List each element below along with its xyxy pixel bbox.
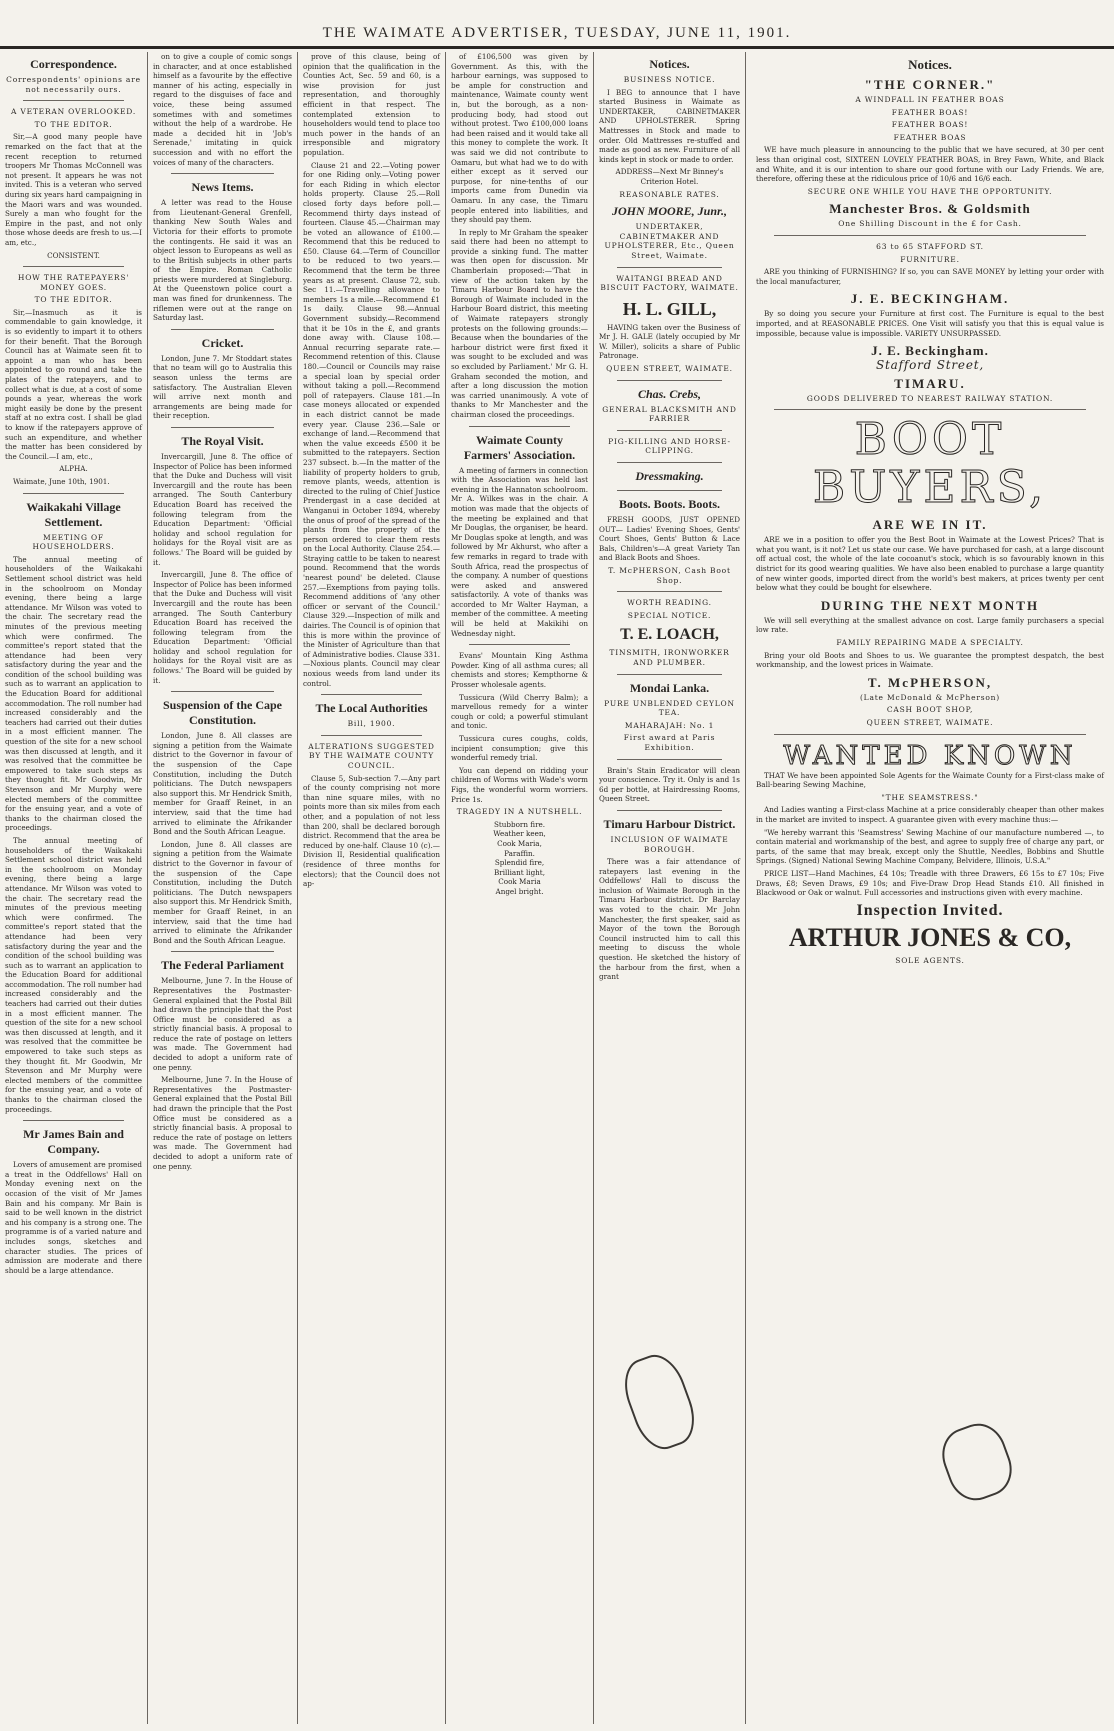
moore-name: JOHN MOORE, Junr.,	[611, 204, 728, 219]
boas-body: WE have much pleasure in announcing to the public that we have secured, at 30 per cent less than original cost, SIXTEEN LOVELY FEATHER BOAS, in Brey Fawn, White, and Black and White, and it is our intention to share our good fortune with our Lady Friends. We are, therefore, offering these at the ridiculous price of 10/6 and 16/6 each.	[756, 145, 1104, 184]
letter1-to: TO THE EDITOR.	[34, 119, 113, 129]
divider	[617, 591, 722, 592]
arthur-jones: ARTHUR JONES & CO,	[788, 922, 1072, 952]
divider	[774, 409, 1086, 410]
masthead-title: THE WAIMATE ADVERTISER, TUESDAY, JUNE 11, 1901.	[322, 25, 792, 41]
feather-boas-3: FEATHER BOAS	[893, 132, 967, 142]
column-3	[298, 52, 446, 1724]
letter2-to: TO THE EDITOR.	[34, 295, 113, 305]
divider	[171, 427, 274, 428]
brain-ad: Brain's Stain Eradicator will clean your conscience. Try it. Only is and 1s 6d per bottle, at Hairdressing Rooms, Queen Street.	[599, 765, 740, 804]
special-notice-heading: SPECIAL NOTICE.	[627, 610, 712, 620]
divider	[617, 810, 722, 811]
boots-body: FRESH GOODS, JUST OPENED OUT— Ladies' Evening Shoes, Gents' Court Shoes, Gents' Button & Lace Bals, Children's—A great Variety Tan and Black Boots and Shoes.	[599, 515, 740, 563]
correspondence-heading: Correspondence.	[30, 57, 117, 71]
paris-award: First award at Paris Exhibition.	[623, 733, 716, 752]
divider	[617, 490, 722, 491]
timaru-label: TIMARU.	[894, 375, 966, 391]
business-sub: BUSINESS NOTICE.	[623, 75, 716, 84]
are-we-in-it: ARE WE IN IT.	[872, 517, 988, 533]
cricket-heading: Cricket.	[201, 335, 244, 350]
ad-tussicura-2: Tussicura cures coughs, colds, incipient consumption; give this wonderful remedy trial.	[451, 734, 588, 763]
feather-boas-1: FEATHER BOAS!	[891, 107, 969, 117]
inspection-invited: Inspection Invited.	[856, 901, 1004, 919]
bain-heading: Mr James Bain and Company.	[23, 1127, 124, 1157]
loach-name: T. E. LOACH,	[620, 626, 719, 644]
village-body-cont: The annual meeting of householders of the Waikakahi Settlement school district was held in the schoolroom on Monday evening, there being a large attendance. Mr Wilson was voted to the chair. The secretary read the minutes of the previous meeting which were confirmed. The committee's report stated that the attendance had been very satisfactory during the year and the condition of the school building was such as to warrant an application to the Education Board for additional accommodation. The roll number had increased considerably and the teachers had carried out their duties in a most efficient manner. The question of the site for a new school was then discussed at length, and it was resolved that the committee be empowered to take such steps as they thought fit. Mr Goodwin, Mr Stevenson and Mr Murphy were elected members of the committee for the ensuing year, and a vote of thanks to the chairman closed the proceedings.	[5, 835, 142, 1114]
poem-line: Cook Maria	[498, 877, 541, 887]
mcpherson-sub2: CASH BOOT SHOP,	[886, 705, 974, 715]
village-body: The annual meeting of householders of the Waikakahi Settlement school district was held in the schoolroom on Monday evening, there being a large attendance. Mr Wilson was voted to the chair. The secretary read the minutes of the previous meeting which were confirmed. The committee's report stated that the attendance had been very satisfactory during the year and the condition of the school building was such as to warrant an application to the Education Board for additional accommodation. The roll number had increased considerably and the teachers had carried out their duties in a most efficient manner. The question of the site for a new school was then discussed at length, and it was resolved that the committee be empowered to take such steps as they thought fit. Mr Goodwin, Mr Stevenson and Mr Murphy were elected members of the committee for the ensuing year, and a vote of thanks to the chairman closed the proceedings.	[5, 554, 142, 833]
letter1-sign: CONSISTENT.	[47, 250, 100, 260]
divider	[321, 694, 422, 695]
divider	[23, 266, 124, 267]
col4-body1: of £106,500 was given by Government. As this, with the harbour earnings, was supposed to be ample for construction and maintenance, Waimate county went in, but the borough, as a non-producing body, had stood out without protest. Two £100,000 loans had been raised and it would take all this money to complete the work. It was said we did not contribute to Oamaru, but what had we to do with either except as it served our purpose, for nine-tenths of our imports came from Dunedin via Oamaru. In any case, the Timaru people entered into liabilities, and they should pay them.	[451, 52, 588, 225]
crebs-sub: GENERAL BLACKSMITH AND FARRIER	[602, 404, 737, 424]
notices-heading: Notices.	[649, 57, 690, 71]
reasonable-rates: REASONABLE RATES.	[619, 189, 720, 199]
poem-line: Weather keen,	[493, 829, 546, 839]
col2-intro: on to give a couple of comic songs in character, and at once established himself as a favourite by the effective manner of his acting, especially in regard to the disguises of face and voice, these being assumed sometimes with and sometimes without the help of a wardrobe. He made a decided hit in 'Job's Serenade,' imitating in quick succession and with no effort the voices of many of the characters.	[153, 52, 292, 167]
seamstress-quote: "We hereby warrant this 'Seamstress' Sewing Machine of our manufacture numbered —, to contain material and workmanship of the best, and agree to supply free of charge any part, or parts, of the same that may break, except only the Shuttle, Needles, Bobbins and Shuttle Springs. (Signed) National Sewing Machine Company, Belvidere, Illinois, U.S.A."	[756, 827, 1104, 866]
divider	[171, 951, 274, 952]
divider	[617, 759, 722, 760]
seamstress-label: "THE SEAMSTRESS."	[881, 792, 979, 802]
cricket-body: London, June 7. Mr Stoddart states that no team will go to Australia this season unless the terms are satisfactory. The Australian Eleven will arrive next month and arrangements are being made for their reception.	[153, 353, 292, 421]
bread-heading: WAITANGI BREAD AND BISCUIT FACTORY, WAIMATE.	[600, 273, 739, 293]
gill-name: H. L. GILL,	[622, 298, 717, 319]
gill-body: HAVING taken over the Business of Mr J. H. GALE (lately occupied by Mr W. Miller), solicits a share of Public Patronage.	[599, 322, 740, 361]
divider	[23, 1120, 124, 1121]
village-heading: Waikakahi Village Settlement.	[26, 499, 121, 529]
column-6	[746, 52, 1114, 1724]
mcpherson-small: T. McPHERSON, Cash Boot Shop.	[608, 566, 731, 585]
cape-body: London, June 8. All classes are signing a petition from the Waimate district to the Governor in favour of the suspension of the Cape Constitution, including the Dutch politicians. The Dutch newspapers also support this. Mr Hendrick Smith, member for Graaff Reinet, in an interview, said that the time had arrived to eliminate the Afrikander Bond and the South African League.	[153, 731, 292, 837]
poem-line: Paraffin.	[504, 848, 535, 858]
windfall-sub: A WINDFALL IN FEATHER BOAS	[855, 95, 1005, 104]
stafford-st: 63 to 65 STAFFORD ST.	[876, 241, 984, 251]
mcpherson-sub1: (Late McDonald & McPherson)	[859, 692, 1001, 702]
price-list: PRICE LIST—Hand Machines, £4 10s; Treadle with three Drawers, £6 15s to £7 10s; Five Draws, £8; Seven Draws, £9 10s; and Five-Draw Drop Head Stands £10. All finished in Blackwood or Oak or walnut. Full accessories and instructions given with every machine.	[756, 868, 1104, 898]
masthead	[0, 0, 1114, 49]
ad-tussicura: Tussicura (Wild Cherry Balm); a marvellous remedy for a winter cough or cold; a powerful stimulant and tonic.	[451, 692, 588, 731]
dressmaking-heading: Dressmaking.	[635, 469, 704, 484]
alterations-heading: ALTERATIONS SUGGESTED BY THE WAIMATE COUNTY COUNCIL.	[308, 741, 435, 770]
royal-body: Invercargill, June 8. The office of Inspector of Police has been informed that the Duke and Duchess will visit Invercargill and the route has been arranged. The South Canterbury Education Board has received the following telegram from the Education Department: 'Official holiday and school regulation for holidays for the Royal visit are as follows.' The Board will be guided by it.	[153, 452, 292, 567]
notices-heading-right: Notices.	[908, 57, 952, 72]
mcpherson-name: T. McPHERSON,	[867, 674, 993, 690]
beckingham-script: J. E. Beckingham.	[871, 343, 989, 359]
worth-reading-heading: WORTH READING.	[627, 598, 712, 608]
news-body: A letter was read to the House from Lieutenant-General Grenfell, thanking New South Wales and Victoria for their efforts to promote the contingents. He said it was an object lesson to Europeans as well as to the British subjects in other parts of the Empire. Roman Catholic priests were murdered at Singleburg. At the Queenstown police court a man was fined for drunkenness. The riflemen were out at the range on Saturday last.	[153, 198, 292, 323]
divider	[321, 735, 422, 736]
correspondence-note: Correspondents' opinions are not necessarily ours.	[6, 75, 141, 94]
gill-address: QUEEN STREET, WAIMATE.	[606, 364, 733, 374]
sole-agents: SOLE AGENTS.	[895, 955, 965, 965]
wanted-body: THAT We have been appointed Sole Agents for the Waimate County for a First-class make of Ball-bearing Sewing Machine,	[756, 770, 1104, 790]
divider	[469, 426, 570, 427]
divider	[617, 462, 722, 463]
stafford-street: Stafford Street,	[876, 358, 984, 373]
during-next-month: DURING THE NEXT MONTH	[820, 597, 1040, 613]
mondai-heading: Mondai Lanka.	[629, 680, 710, 695]
divider	[617, 430, 722, 431]
county-heading: Waimate County Farmers' Association.	[463, 432, 576, 462]
repair-body: Bring your old Boots and Shoes to us. We guarantee the promptest despatch, the best workmanship, and the lowest prices in Waimate.	[756, 650, 1104, 670]
cape-heading: Suspension of the Cape Constitution.	[162, 698, 283, 728]
loach-sub: TINSMITH, IRONWORKER AND PLUMBER.	[609, 648, 730, 667]
pig-heading: PIG-KILLING AND HORSE-CLIPPING.	[608, 436, 731, 456]
column-1	[0, 52, 148, 1724]
letter2-title: HOW THE RATEPAYERS' MONEY GOES.	[17, 273, 130, 292]
the-corner-heading: "THE CORNER."	[864, 77, 996, 92]
bain-body: Lovers of amusement are promised a treat in the Oddfellows' Hall on Monday evening next on the occasion of the visit of Mr James Bain and his company. Mr Bain is said to be well known in the district and his company is a strong one. The programme is of a varied nature and includes songs, sketches and character studies. The prices of admission are moderate and there should be a large attendance.	[5, 1160, 142, 1275]
royal-body-cont: Invercargill, June 8. The office of Inspector of Police has been informed that the Duke and Duchess will visit Invercargill and the route has been arranged. The South Canterbury Education Board has received the following telegram from the Education Department: 'Official holiday and school regulation for holidays for the Royal visit are as follows.' The Board will be guided by it.	[153, 570, 292, 685]
boot-body: ARE we in a position to offer you the Best Boot in Waimate at the Lowest Prices? That is what you want, is it not? Let us state our case. We have purchased for cash, at a large discount off actual cost, the whole of the late cocoanut's stock, which is so favourably known in this district for its good wearing qualities. We have also been enabled to purchase a large quantity of new winter goods, imported direct from the world's best makers, at prices twenty per cent below what they could be bought for elsewhere.	[756, 535, 1104, 593]
poem-line: Stubborn fire.	[493, 819, 546, 829]
column-2	[148, 52, 298, 1724]
news-heading: News Items.	[191, 180, 254, 195]
divider	[23, 493, 124, 494]
discount-line: One Shilling Discount in the £ for Cash.	[838, 219, 1022, 229]
crebs-name: Chas. Crebs,	[637, 386, 702, 401]
col4-body2: In reply to Mr Graham the speaker said there had been no attempt to provide a sinking fund. The matter was then open for discussion. Mr Chamberlain proposed:—'That in view of the action taken by the Timaru Harbour Board to have the Borough of Waimate included in the Harbour Board district, this meeting of Waimate ratepayers strongly protests on the following grounds:—Because when the boundaries of the harbour district were first fixed it was sought to be excluded and was so excluded by Parliament.' Mr G. H. Graham seconded the motion, and after a long discussion the motion was carried unanimously. A vote of thanks to Mr Manchester and the chairman closed the proceedings.	[451, 227, 588, 419]
beckingham-name: J. E. BECKINGHAM.	[850, 291, 1010, 307]
boots-heading: Boots. Boots. Boots.	[618, 497, 720, 512]
divider	[171, 173, 274, 174]
buyers-heading: BUYERS,	[812, 462, 1048, 514]
village-sub: MEETING OF HOUSEHOLDERS.	[32, 532, 115, 552]
ad-worms: You can depend on ridding your children of Worms with Wade's worm Figs, the wonderful worm worriers. Price 1s.	[451, 765, 588, 804]
poem-line: Angel bright.	[495, 886, 544, 896]
letter1-title: A VETERAN OVERLOOKED.	[10, 107, 137, 117]
secure-line: SECURE ONE WHILE YOU HAVE THE OPPORTUNITY.	[807, 186, 1053, 196]
letter2-body: Sir,—Inasmuch as it is commendable to gain knowledge, it is so evidently to impart it to others for their benefit. That the Borough Council has at Waimate seen fit to appoint a man who has been appointed to go round and take the plates of the ratepayers, and to collect what is due, at a cost of some pounds a year, whereas the work might easily be done by the present staff at no extra cost. I shall be glad to know if the ratepayers approve of such an expenditure, and whether the matter has been considered by the Council.—I am, etc.,	[5, 307, 142, 461]
repair-heading: FAMILY REPAIRING MADE A SPECIALTY.	[836, 638, 1024, 648]
federal-body-cont: Melbourne, June 7. In the House of Representatives the Postmaster-General explained that the Postal Bill had drawn the principle that the Post Office must be considered as a strictly financial basis. A proposal to reduce the rate of postage on letters was made. The Government had decided to adopt a uniform rate of one penny.	[153, 1075, 292, 1171]
poem-line: Brilliant light,	[493, 867, 545, 877]
during-body: We will sell everything at the smallest advance on cost. Large family purchasers a special low rate.	[756, 615, 1104, 635]
timaru-sub: INCLUSION OF WAIMATE BOROUGH.	[610, 834, 729, 854]
column-5	[594, 52, 746, 1724]
column-4	[446, 52, 594, 1724]
mondai-sub: PURE UNBLENDED CEYLON TEA.	[604, 698, 735, 718]
cape-body-cont: London, June 8. All classes are signing a petition from the Waimate district to the Governor in favour of the suspension of the Cape Constitution, including the Dutch politicians. The Dutch newspapers also support this. Mr Hendrick Smith, member for Graaff Reinet, in an interview, said that the time had arrived to eliminate the Afrikander Bond and the South African League.	[153, 839, 292, 945]
seamstress-body: And Ladies wanting a First-class Machine at a price considerably cheaper than other makes in the market are invited to inspect. A guarantee given with every machine thus:—	[756, 805, 1104, 824]
col3-clauses: Clause 21 and 22.—Voting power for one Riding only.—Voting power for each Riding in which elector holds property. Clause 25.—Roll closed forty days before poll.—Recommend thirty days instead of fourteen. Clause 45.—Chairman may be voted an allowance of £100.—Recommend that this be reduced to £50. Clause 64.—Term of Councillor to be reduced to two years.—Recommend that the term be three years as at present. Clause 72, sub. Sec 11.—Travelling allowance to members 1s a mile.—Recommend £1 1s daily. Clause 98.—Annual Government subsidy.—Recommend that it be 10s in the £, and grants done away with. Clause 108.—Annual recurring separate rate.—Recommend retention of this. Clause 180.—Council or Councils may raise a special loan by special order without taking a poll.—Recommend poll of ratepayers. Clause 181.—In case moneys allocated or expended in each district cannot be made every year. Clause 236.—Sale or exchange of land.—Recommend that when the value exceeds £500 it be submitted to the ratepayers. Section 237 subsect. b.—In the matter of the liability of property holders to grub, remove plants, weeds, attention is directed to the ruling of Chief Justice Prendergast in a case decided at Wanganui in October 1894, whereby the onus of proof of the spread of the plants from the property of the person ordered to clear them rests on the Local Authority. Clause 254.—Straying cattle to be taken to nearest pound. Recommend that the words 'nearest pound' be deleted. Clause 257.—Exemptions from paying tolls. Recommend additions of 'any other officer or servant of the Council.' Clause 329.—Inspection of milk and dairies. The Council is of opinion that this is more within the province of the Minister of Agriculture than that of Administrative bodies. Clause 331.—Noxious plants. Council may clear noxious weeds from land under its control.	[303, 160, 441, 688]
timaru-heading: Timaru Harbour District.	[603, 816, 736, 831]
manchester-goldsmith: Manchester Bros. & Goldsmith	[829, 201, 1031, 217]
tragedy-poem	[451, 820, 588, 897]
business-body: I BEG to announce that I have started Business in Waimate as UNDERTAKER, CABINETMAKER AND UPHOLSTERER. Spring Mattresses in Stock and made to order. Old Mattresses re-stuffed and made as good as new. Furniture of all kinds kept in stock or made to order.	[599, 87, 740, 164]
col3-intro: prove of this clause, being of opinion that the qualification in the Counties Act, Sec. 59 and 60, is a wise provision for just representation, and thoroughly efficient in that respect. The contemplated extension to householders would tend to place too much power in the hands of an irresponsible and migratory population.	[303, 52, 440, 157]
divider	[469, 644, 570, 645]
letter2-date: Waimate, June 10th, 1901.	[13, 476, 110, 486]
divider	[23, 100, 124, 101]
letter1-body: Sir,—A good many people have remarked on the fact that at the recent reception to returned troopers Mr Thomas McConnell was not present. It appears he was not invited. This is a veteran who served during six years hard campaigning in the Maori wars and was wounded. Surely a man who fought for the Empire in the past, and not only those whose deeds are fresh to us.—I am, etc.,	[5, 132, 142, 247]
business-address: ADDRESS—Next Mr Binney's Criterion Hotel.	[615, 167, 724, 186]
county-body: A meeting of farmers in connection with the Association was held last evening in the Hannaton schoolroom. Mr A. Wilkes was in the chair. A motion was made that the objects of the meeting be explained and that Mr Douglas, the organiser, be heard. Mr Douglas spoke at length, and was followed by Mr Akhurst, who after a few remarks in regard to trade with South Africa, read the prospectus of the company. A number of questions were asked and answered satisfactorily. A vote of thanks was accorded to Mr Walter Hayman, a member of the committee. A meeting will be held at Makikihi on Wednesday night.	[451, 465, 588, 638]
boot-heading: BOOT	[854, 414, 1006, 466]
feather-boas-2: FEATHER BOAS!	[891, 120, 969, 130]
ad-asthma: Evans' Mountain King Asthma Powder. King of all asthma cures; all chemists and stores; Kempthorne & Prosser wholesale agents.	[451, 651, 588, 690]
divider	[774, 734, 1086, 735]
divider	[171, 691, 274, 692]
divider	[774, 235, 1086, 236]
royal-heading: The Royal Visit.	[181, 434, 264, 448]
letter2-sign: ALPHA.	[59, 464, 88, 474]
timaru-body: There was a fair attendance of ratepayers last evening in the Oddfellows' Hall to discuss the inclusion of Waimate Borough in the Timaru Harbour district. Dr Barclay was voted to the chair. Mr John Manchester, the first speaker, said as Mayor of the town the Borough Council instructed him to call this meeting to discuss the whole question. He sketched the history of the harbour from the first, when a grant	[599, 857, 740, 982]
divider	[617, 267, 722, 268]
furniture-label: FURNITURE.	[900, 254, 960, 264]
tragedy-heading: TRAGEDY IN A NUTSHELL.	[456, 807, 583, 817]
federal-body: Melbourne, June 7. In the House of Representatives the Postmaster-General explained that the Postal Bill had drawn the principle that the Post Office must be considered as a strictly financial basis. A proposal to reduce the rate of postage on letters was made. The Government had decided to adopt a uniform rate of one penny.	[153, 976, 292, 1072]
poem-line: Cook Maria,	[497, 838, 542, 848]
furnishing-body: ARE you thinking of FURNISHING? If so, you can SAVE MONEY by letting your order with the local manufacturer,	[756, 267, 1104, 286]
poem-line: Splendid fire,	[494, 858, 545, 868]
divider	[617, 674, 722, 675]
moore-sub: UNDERTAKER, CABINETMAKER AND UPHOLSTERER, Etc., Queen Street, Waimate.	[604, 222, 735, 260]
beckingham-body: By so doing you secure your Furniture at first cost. The Furniture is equal to the best imported, and at REASONABLE PRICES. One Visit will satisfy you that this is equal value is impossible, because value is impossible. VARIETY UNSURPASSED.	[756, 309, 1104, 338]
federal-heading: The Federal Parliament	[161, 958, 284, 973]
divider	[171, 329, 274, 330]
goods-delivered: GOODS DELIVERED TO NEAREST RAILWAY STATION.	[806, 393, 1054, 403]
divider	[617, 380, 722, 381]
wanted-known: WANTED KNOWN	[783, 740, 1077, 771]
mcpherson-sub3: QUEEN STREET, WAIMATE.	[866, 718, 994, 727]
local-authorities-sub: Bill, 1900.	[347, 719, 396, 729]
maharajah: MAHARAJAH: No. 1	[624, 720, 715, 730]
local-authorities-heading: The Local Authorities	[315, 701, 428, 716]
alterations-body: Clause 5, Sub-section 7.—Any part of the county comprising not more than nine square miles, with no points more than six miles from each other, and a population of not less than 200, shall be declared borough district. Recommend that the area be reduced by one-half. Clause 10 (c).—Division II, Residential qualification (residence of three months for electors); that the Council does not ap-	[303, 773, 440, 889]
